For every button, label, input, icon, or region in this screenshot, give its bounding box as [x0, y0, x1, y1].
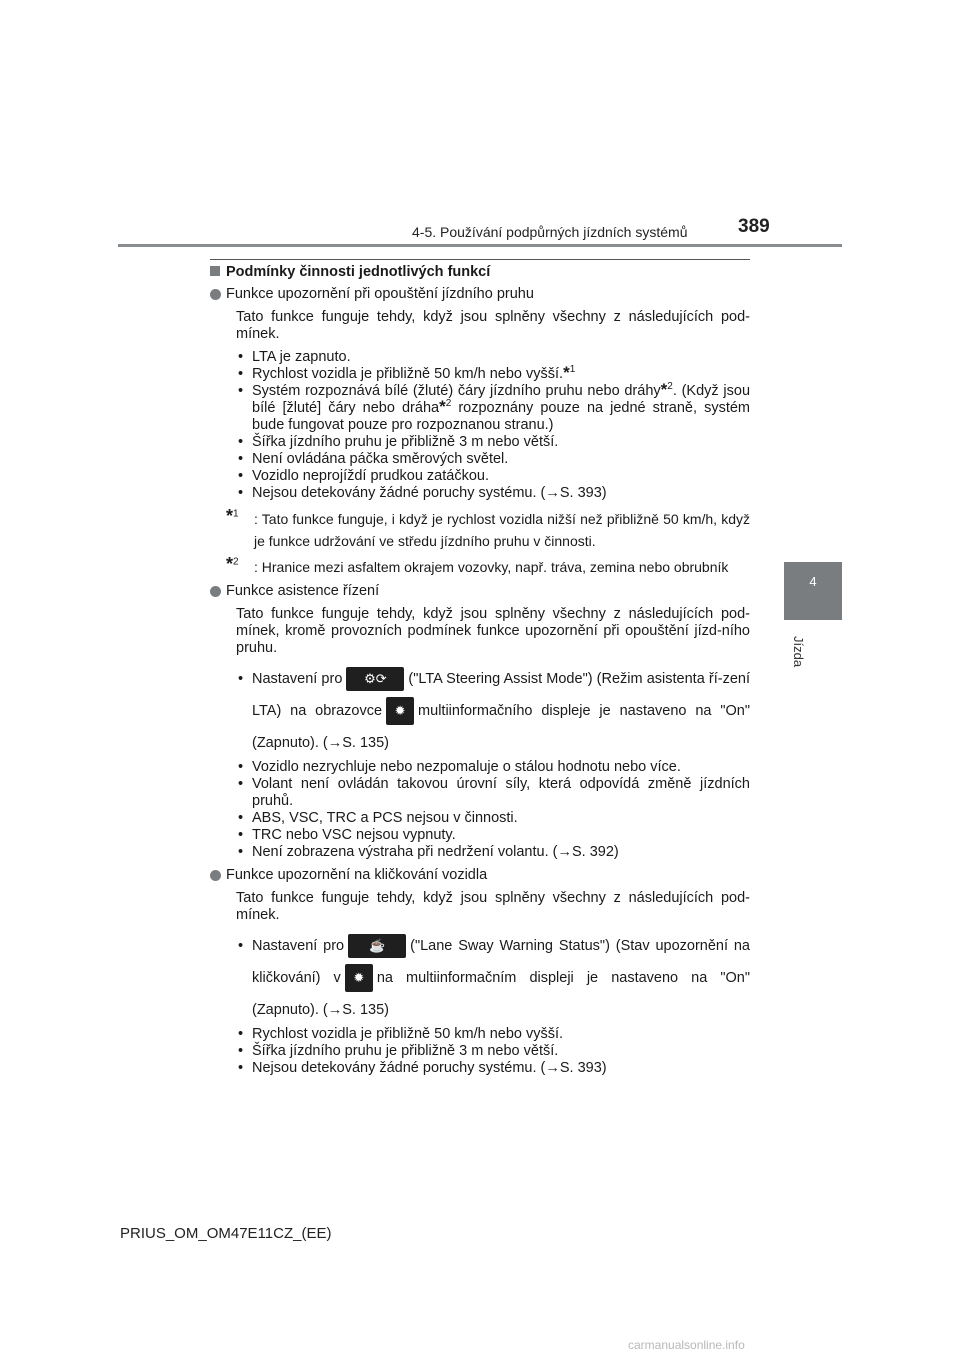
page-header	[0, 0, 960, 250]
circle-bullet-icon	[210, 289, 221, 300]
block-title: Funkce upozornění na kličkování vozidla	[210, 867, 750, 884]
doc-code: PRIUS_OM_OM47E11CZ_(EE)	[120, 1225, 332, 1242]
settings-gear-icon: ✹	[386, 697, 414, 725]
chapter-tab	[784, 562, 842, 620]
conditions-list	[210, 930, 750, 1077]
list-item: • Není zobrazena výstraha při nedržení volantu. (→S. 392)	[236, 844, 750, 861]
list-item: • Rychlost vozidla je přibližně 50 km/h nebo vyšší.*$^1$	[236, 366, 750, 383]
steering-assist-icon: ⚙︎⟳	[346, 667, 404, 691]
settings-gear-icon: ✹	[345, 964, 373, 992]
list-item: • Není ovládána páčka směrových světel.	[236, 451, 750, 468]
list-item: • Vozidlo nezrychluje nebo nezpomaluje o stálou hodnotu nebo více.	[236, 759, 750, 776]
square-bullet-icon	[210, 266, 220, 276]
chapter-number: 4	[809, 574, 817, 589]
section-title: 4-5. Používání podpůrných jízdních systémů	[412, 224, 688, 240]
block-intro: Tato funkce funguje tehdy, když jsou splněny všechny z následujících pod-mínek.	[236, 309, 750, 342]
content-top-rule	[210, 259, 750, 260]
chapter-label: Jízda	[791, 636, 806, 668]
conditions-list	[210, 349, 750, 502]
list-item: • Šířka jízdního pruhu je přibližně 3 m nebo větší.	[236, 434, 750, 451]
list-item: • Nastavení pro ⚙︎⟳ ("LTA Steering Assist Mode") (Režim asistenta ří-zení LTA) na obrazovce ✹ multiinformačního displeje je nastaveno na "On" (Zapnuto). (→S. 135)	[236, 663, 750, 759]
list-item: • Nastavení pro ☕ ("Lane Sway Warning Status") (Stav upozornění na kličkování) v ✹ na multiinformačním displeji je nastaveno na "On" (Zapnuto). (→S. 135)	[236, 930, 750, 1026]
list-item: • Volant není ovládán takovou úrovní síly, která odpovídá změně jízdních pruhů.	[236, 776, 750, 810]
footnote-star-icon: *	[439, 397, 446, 416]
page-number: 389	[738, 216, 770, 237]
section-heading: Podmínky činnosti jednotlivých funkcí	[210, 264, 750, 281]
list-item: • Vozidlo neprojíždí prudkou zatáčkou.	[236, 468, 750, 485]
block-intro: Tato funkce funguje tehdy, když jsou splněny všechny z následujících pod-mínek.	[236, 890, 750, 923]
footnote-2: *$^2$ : Hranice mezi asfaltem okrajem vozovky, např. tráva, zemina nebo obrubník	[226, 554, 729, 575]
list-item: • Systém rozpoznává bílé (žluté) čáry jízdního pruhu nebo dráhy*$^2$. (Když jsou bílé [žluté] čáry nebo dráha*$^2$ rozpoznány pouze na jedné straně, systém bude fungovat pouze pro rozpoznanou stranu.)	[236, 383, 750, 434]
coffee-cup-icon: ☕	[348, 934, 406, 958]
list-item: • Rychlost vozidla je přibližně 50 km/h nebo vyšší.	[236, 1026, 750, 1043]
content	[210, 264, 750, 1083]
list-item: • LTA je zapnuto.	[236, 349, 750, 366]
header-rule	[118, 244, 842, 247]
watermark: carmanualsonline.info	[628, 1338, 745, 1352]
list-item: • Nejsou detekovány žádné poruchy systému. (→S. 393)	[236, 1060, 750, 1077]
circle-bullet-icon	[210, 870, 221, 881]
circle-bullet-icon	[210, 586, 221, 597]
list-item: • ABS, VSC, TRC a PCS nejsou v činnosti.	[236, 810, 750, 827]
list-item: • Nejsou detekovány žádné poruchy systému. (→S. 393)	[236, 485, 750, 502]
block-intro: Tato funkce funguje tehdy, když jsou splněny všechny z následujících pod-mínek, kromě provozních podmínek funkce upozornění při opouštění jízd-ního pruhu.	[236, 606, 750, 656]
block-title: Funkce upozornění při opouštění jízdního pruhu	[210, 286, 750, 303]
footnote-1: *$^1$ : Tato funkce funguje, i když je rychlost vozidla nižší než přibližně 50 km/h, když je funkce udržování ve středu jízdního pruhu v činnosti.	[226, 506, 750, 549]
footnote-star-icon: *	[563, 363, 570, 382]
chapter-label-box	[784, 628, 842, 688]
footnote-star-icon: *	[660, 380, 668, 399]
block-title: Funkce asistence řízení	[210, 583, 750, 600]
list-item: • Šířka jízdního pruhu je přibližně 3 m nebo větší.	[236, 1043, 750, 1060]
conditions-list	[210, 663, 750, 861]
list-item: • TRC nebo VSC nejsou vypnuty.	[236, 827, 750, 844]
